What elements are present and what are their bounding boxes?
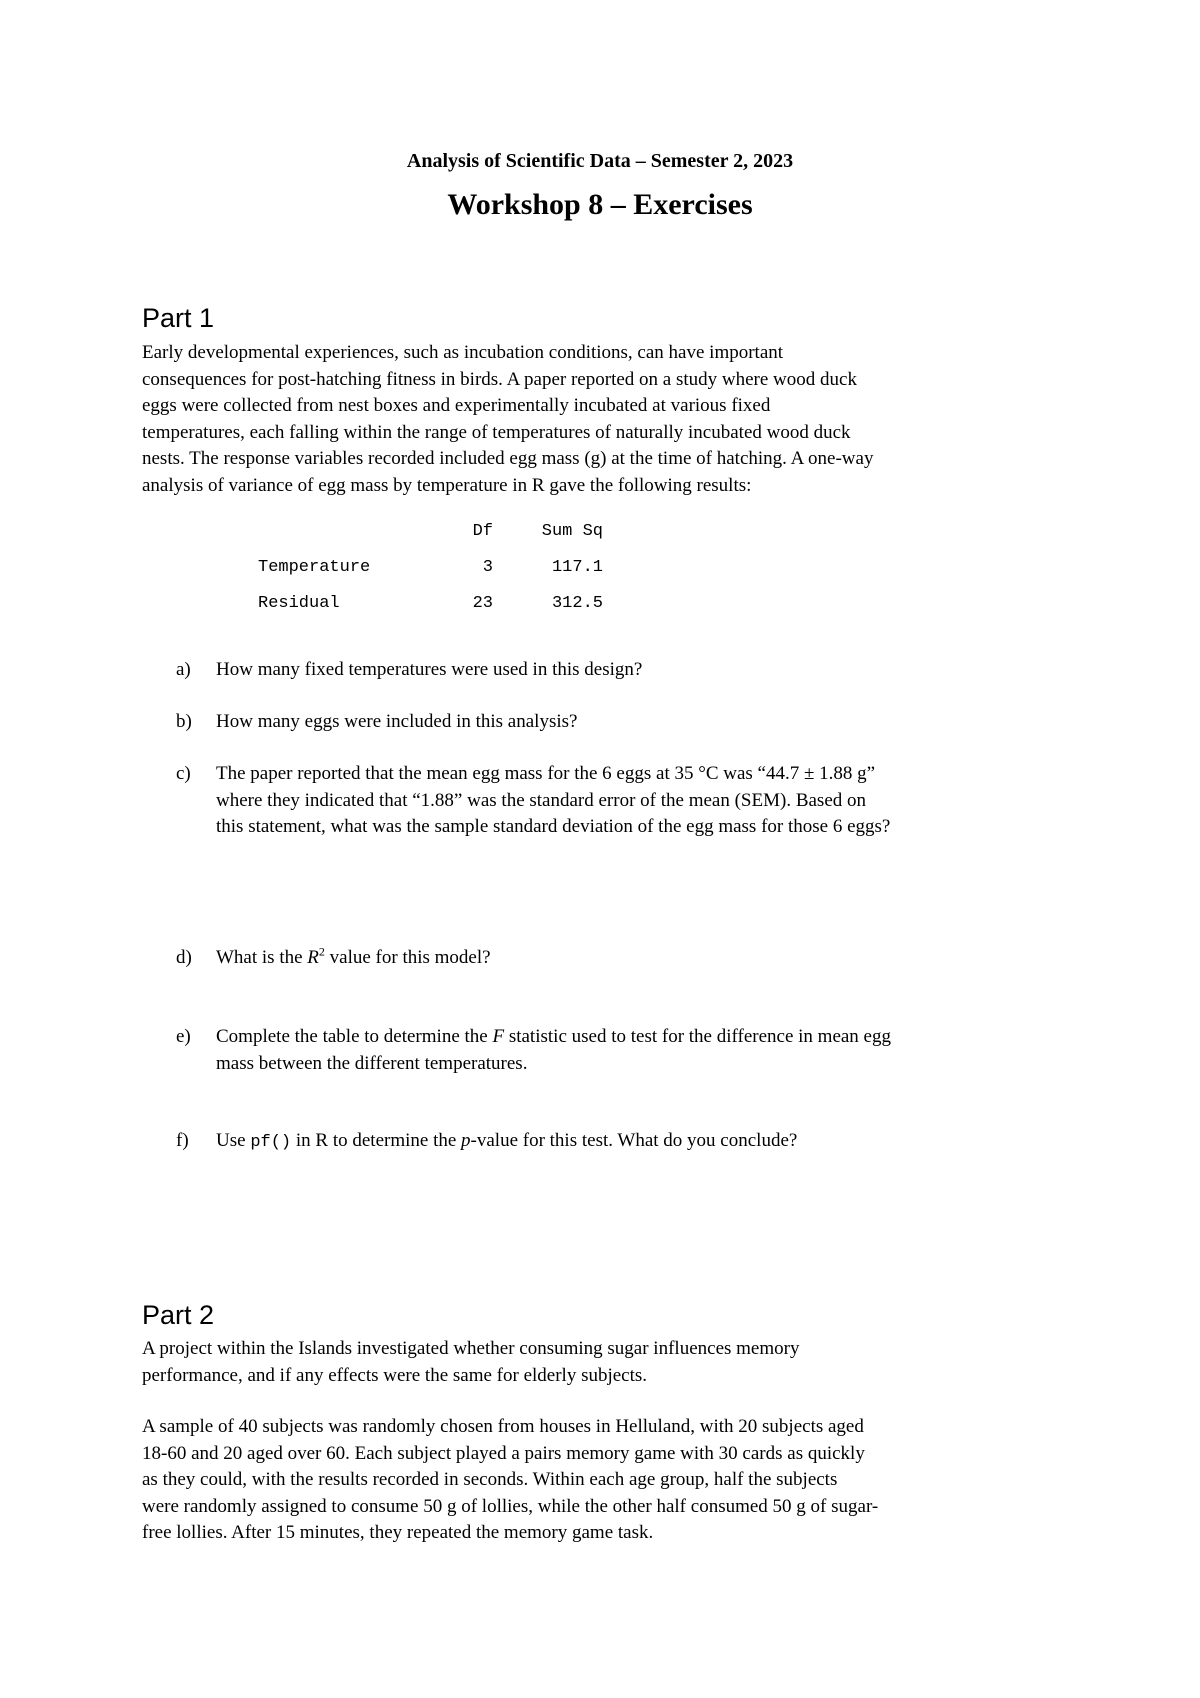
question-e-pre: Complete the table to determine the [216,1026,493,1047]
part1-heading: Part 1 [142,303,215,333]
part2-para1 [142,1336,1087,1389]
question-text [216,761,1116,841]
part1-intro-line: nests. The response variables recorded included egg mass (g) at the time of hatching. A one-way [142,448,874,469]
question-d-pre: What is the [216,947,308,968]
question-c-line: The paper reported that the mean egg mass for the 6 eggs at 35 °C was “44.7 ± 1.88 g” [216,763,876,784]
question-c-line: where they indicated that “1.88” was the standard error of the mean (SEM). Based on [216,789,866,811]
question-label: a) [176,659,191,680]
question-label: d) [176,947,192,968]
f-statistic-var: F [492,1026,505,1047]
question-label: b) [176,711,192,732]
part1-intro-line: consequences for post-hatching fitness in birds. A paper reported on a study where wood duck [142,368,857,390]
course-subtitle: Analysis of Scientific Data – Semester 2, 2023 [406,150,794,172]
question-e-post: statistic used to test for the difference in mean egg [504,1026,891,1047]
question-f-pre: Use [216,1130,251,1151]
anova-row-sumsq: 117.1 [551,558,603,577]
part1-intro-line: temperatures, each falling within the range of temperatures of naturally incubated wood duck [142,421,851,443]
part1-intro-line: eggs were collected from nest boxes and experimentally incubated at various fixed [142,395,771,416]
pf-function-code: pf() [250,1133,292,1152]
part2-para1-line: performance, and if any effects were the same for elderly subjects. [142,1364,648,1386]
part1-intro [142,340,1087,499]
question-f-mid: in R to determine the [291,1130,462,1151]
part2-para2-line: as they could, with the results recorded in seconds. Within each age group, half the subjects [142,1469,838,1490]
question-c-line: this statement, what was the sample standard deviation of the egg mass for those 6 eggs? [216,816,891,837]
question-f-post: -value for this test. What do you conclude? [470,1130,798,1151]
question-label: c) [176,763,191,784]
p-value-var: p [461,1130,471,1151]
question-text: How many eggs were included in this analysis? [216,711,578,732]
question-text: How many fixed temperatures were used in this design? [216,659,643,680]
question-text [216,945,1116,972]
part2-heading: Part 2 [142,1300,215,1330]
anova-row-label: Temperature [258,558,371,577]
question-label: e) [176,1026,191,1047]
anova-header-df: Df [472,522,493,541]
part1-intro-line: Early developmental experiences, such as incubation conditions, can have important [142,342,784,363]
anova-row-label: Residual [258,594,340,613]
part2-para2-line: 18-60 and 20 aged over 60. Each subject played a pairs memory game with 30 cards as quickly [142,1442,865,1464]
part1-intro-line: analysis of variance of egg mass by temperature in R gave the following results: [142,474,752,496]
anova-row-df: 3 [482,558,493,577]
part2-para2-line: free lollies. After 15 minutes, they repeated the memory game task. [142,1522,654,1543]
question-text [216,1024,1116,1077]
part2-para1-line: A project within the Islands investigated whether consuming sugar influences memory [142,1338,800,1359]
question-label: f) [176,1130,189,1151]
page-title: Workshop 8 – Exercises [447,188,753,221]
question-e-line [216,1024,1116,1051]
anova-row-df: 23 [472,594,493,613]
r-squared-var: R [307,947,319,968]
anova-row-sumsq: 312.5 [551,594,603,613]
question-text [216,1128,1116,1157]
part2-para2 [142,1414,1087,1547]
anova-header-sumsq: Sum Sq [541,522,603,541]
part2-para2-line: were randomly assigned to consume 50 g of lollies, while the other half consumed 50 g of sugar- [142,1495,879,1517]
question-e-line: mass between the different temperatures. [216,1052,528,1074]
part2-para2-line: A sample of 40 subjects was randomly chosen from houses in Helluland, with 20 subjects aged [142,1416,864,1437]
question-d-post: value for this model? [324,947,491,968]
r-squared-exponent: 2 [318,944,325,959]
